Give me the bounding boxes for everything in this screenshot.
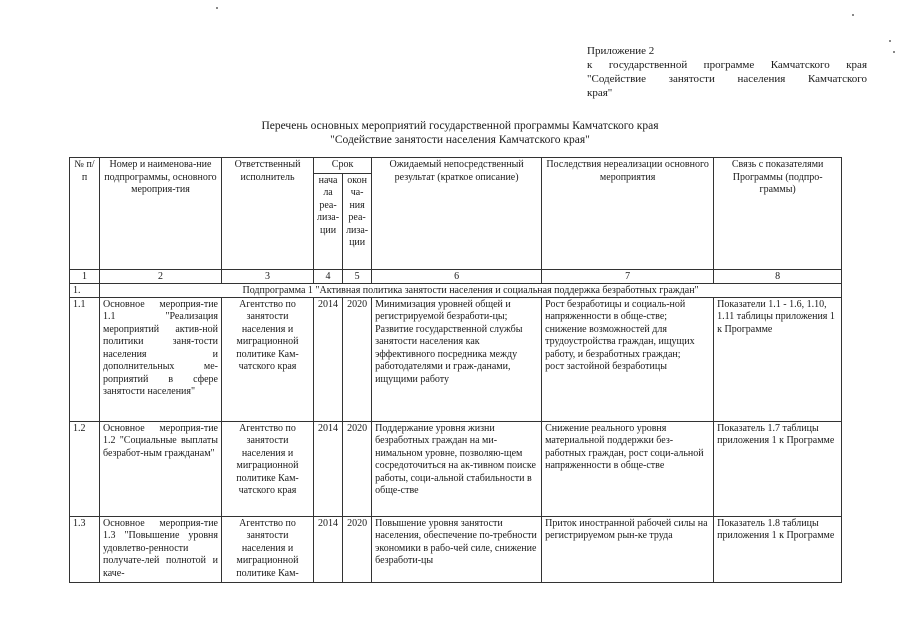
row-link: Показатель 1.8 таблицы приложения 1 к Программе	[714, 516, 842, 582]
subprogram-num: 1.	[70, 283, 100, 297]
header-name: Номер и наименова-ние подпрограммы, основного мероприя-тия	[100, 158, 222, 270]
subprogram-row	[70, 283, 842, 297]
row-result: Поддержание уровня жизни безработных граждан на ми-нимальном уровне, позволяю-щем сосредоточиться на ак-тивном поиске работы, соци-альной стабильности в обще-стве	[372, 421, 542, 516]
row-link: Показатели 1.1 - 1.6, 1.10, 1.11 таблицы приложения 1 к Программе	[714, 297, 842, 421]
row-executor: Агентство по занятости населения и миграционной политике Кам-	[222, 516, 314, 582]
scan-speck	[852, 14, 854, 16]
header-executor: Ответственный исполнитель	[222, 158, 314, 270]
table-row	[70, 297, 842, 421]
activities-table	[69, 157, 842, 583]
appendix-line: Приложение 2	[587, 45, 655, 57]
row-consequences: Рост безработицы и социаль-ной напряженности в обще-стве; снижение возможностей для трудоустройства граждан, ищущих работу, и безработных граждан; рост застойной безработицы	[542, 297, 714, 421]
row-num: 1.3	[70, 516, 100, 582]
column-number: 5	[343, 269, 372, 283]
column-number: 2	[100, 269, 222, 283]
row-start: 2014	[314, 421, 343, 516]
row-num: 1.1	[70, 297, 100, 421]
row-name: Основное мероприя-тие 1.2 "Социальные выплаты безработ-ным гражданам"	[100, 421, 222, 516]
table-row	[70, 421, 842, 516]
header-link: Связь с показателями Программы (подпро-граммы)	[714, 158, 842, 270]
row-executor: Агентство по занятости населения и миграционной политике Кам-чатского края	[222, 421, 314, 516]
header-num: № п/п	[70, 158, 100, 270]
row-executor: Агентство по занятости населения и миграционной политике Кам-чатского края	[222, 297, 314, 421]
column-number: 8	[714, 269, 842, 283]
appendix-header	[587, 44, 867, 100]
row-end: 2020	[343, 421, 372, 516]
row-start: 2014	[314, 516, 343, 582]
row-end: 2020	[343, 297, 372, 421]
appendix-line: "Содействие занятости населения Камчатского	[587, 73, 867, 85]
row-start: 2014	[314, 297, 343, 421]
row-name: Основное мероприя-тие 1.1 "Реализация мероприятий актив-ной политики заня-тости населения и дополнительных ме-роприятий в сфере занятости населения"	[100, 297, 222, 421]
row-consequences: Приток иностранной рабочей силы на регистрируемом рын-ке труда	[542, 516, 714, 582]
row-consequences: Снижение реального уровня материальной поддержки без-работных граждан, рост соци-альной напряженности в обще-стве	[542, 421, 714, 516]
column-number: 3	[222, 269, 314, 283]
scan-speck	[216, 7, 218, 9]
row-end: 2020	[343, 516, 372, 582]
scan-speck	[893, 51, 895, 53]
scan-speck	[889, 40, 891, 42]
column-number: 7	[542, 269, 714, 283]
row-result: Минимизация уровней общей и регистрируемой безработи-цы; Развитие государственной службы занятости населения как эффективного посредника между работодателями и граж-данами, ищущими работу	[372, 297, 542, 421]
title-line: Перечень основных мероприятий государственной программы Камчатского края	[261, 120, 659, 132]
row-name: Основное мероприя-тие 1.3 "Повышение уровня удовлетво-ренности получате-лей полнотой и каче-	[100, 516, 222, 582]
table-row	[70, 516, 842, 582]
row-result: Повышение уровня занятости населения, обеспечение по-требности экономики в рабо-чей силе, снижение безработи-цы	[372, 516, 542, 582]
document-title	[200, 119, 720, 147]
title-line: "Содействие занятости населения Камчатского края"	[330, 134, 590, 146]
subprogram-title: Подпрограмма 1 "Активная политика занятости населения и социальная поддержка безработных граждан"	[100, 283, 842, 297]
column-number: 4	[314, 269, 343, 283]
appendix-line: к государственной программе Камчатского края	[587, 59, 867, 71]
header-term: Срок	[314, 158, 372, 174]
header-start: нача ла реа-лиза-ции	[314, 173, 343, 269]
column-number: 6	[372, 269, 542, 283]
header-result: Ожидаемый непосредственный результат (краткое описание)	[372, 158, 542, 270]
column-number: 1	[70, 269, 100, 283]
row-num: 1.2	[70, 421, 100, 516]
row-link: Показатель 1.7 таблицы приложения 1 к Программе	[714, 421, 842, 516]
header-consequences: Последствия нереализации основного мероприятия	[542, 158, 714, 270]
appendix-line: края"	[587, 87, 613, 99]
header-end: окон ча-ния реа-лиза-ции	[343, 173, 372, 269]
